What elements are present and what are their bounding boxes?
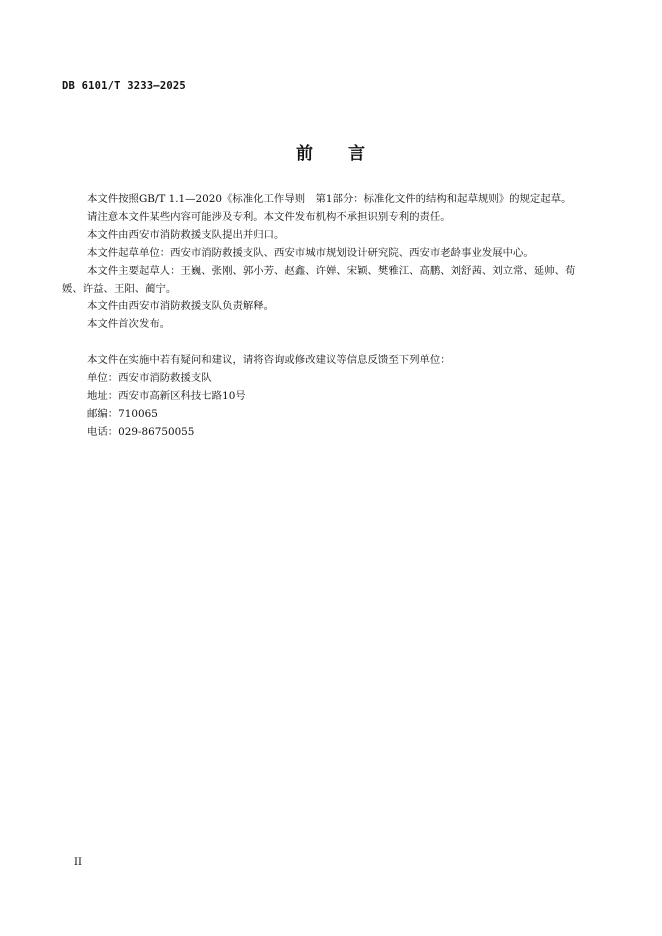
- foreword-body: [62, 191, 592, 442]
- paragraph-proposer: 本文件由西安市消防救援支队提出并归口。: [87, 228, 285, 241]
- page-title: [0, 139, 662, 164]
- page-number: II: [74, 857, 82, 868]
- contact-postcode: 邮编：710065: [87, 407, 158, 420]
- document-code: DB 6101/T 3233—2025: [62, 80, 186, 92]
- paragraph-interpretation: 本文件由西安市消防救援支队负责解释。: [87, 300, 275, 313]
- title-char-2: 言: [348, 144, 366, 164]
- paragraph-first-release: 本文件首次发布。: [87, 318, 171, 331]
- contact-intro: 本文件在实施中若有疑问和建议，请将咨询或修改建议等信息反馈至下列单位：: [87, 354, 451, 367]
- contact-phone: 电话：029-86750055: [87, 425, 195, 438]
- paragraph-drafting-rules: 本文件按照GB/T 1.1—2020《标准化工作导则 第1部分：标准化文件的结构和起草规则》的规定起草。: [87, 193, 572, 205]
- paragraph-spacer: [62, 334, 592, 352]
- title-char-1: 前: [296, 144, 314, 164]
- contact-address: 地址：西安市高新区科技七路10号: [87, 389, 246, 402]
- contact-unit: 单位：西安市消防救援支队: [87, 372, 212, 385]
- paragraph-drafters: 本文件主要起草人：王巍、张刚、郭小芳、赵鑫、许婵、宋颖、樊雅江、高鹏、刘舒茜、刘立常、延帅、荀媛、许益、王阳、蔺宁。: [62, 264, 576, 295]
- paragraph-patent-notice: 请注意本文件某些内容可能涉及专利。本文件发布机构不承担识别专利的责任。: [87, 210, 451, 223]
- paragraph-drafting-units: 本文件起草单位：西安市消防救援支队、西安市城市规划设计研究院、西安市老龄事业发展中心。: [87, 246, 534, 259]
